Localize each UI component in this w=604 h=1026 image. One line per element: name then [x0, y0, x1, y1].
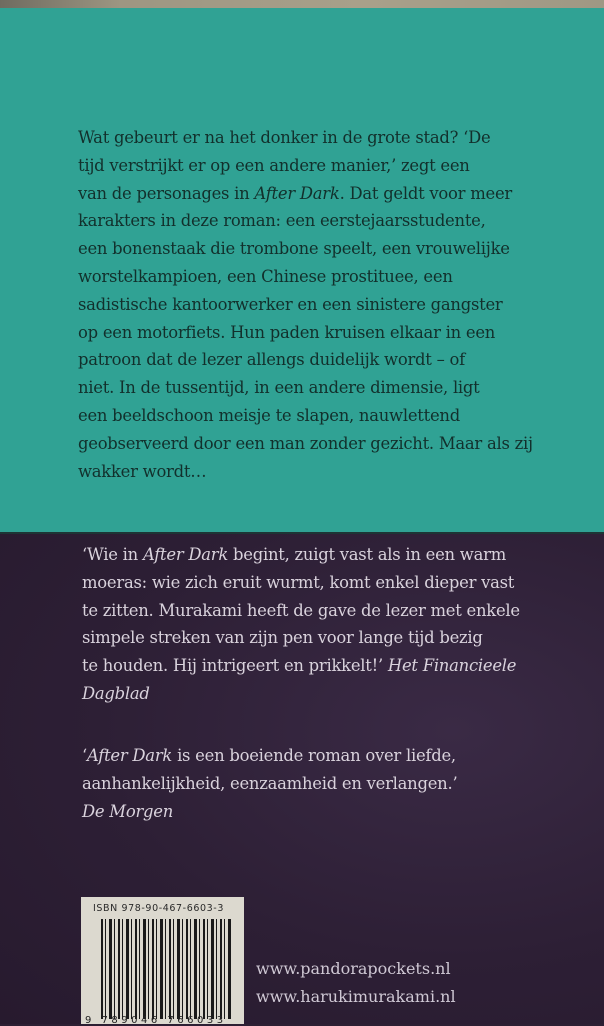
barcode-bars-icon [101, 919, 233, 1019]
blurb-line: patroon dat de lezer allengs duidelijk wordt – of [78, 350, 465, 370]
blurb-line: een beeldschoon meisje te slapen, nauwlettend [78, 405, 460, 425]
blurb-line: geobserveerd door een man zonder gezicht. Maar als zij [78, 433, 533, 453]
quote-source: Dagblad [82, 683, 150, 703]
author-url[interactable]: www.harukimurakami.nl [256, 987, 456, 1006]
book-title: After Dark [142, 545, 229, 564]
review-quote-financieele-dagblad: ‘Wie in After Dark begint, zuigt vast als in een warm moeras: wie zich eruit wurmt, komt enkel dieper vast te zitten. Murakami heeft de gave de lezer met enkele simpele streken van zijn pen voor lange tijd bezig te houden. Hij intrigeert en prikkelt!’ Het Financieele Dagblad [82, 545, 520, 703]
blurb-line: niet. In de tussentijd, in een andere dimensie, ligt [78, 378, 480, 398]
isbn-label: ISBN 978-90-467-6603-3 [93, 903, 224, 914]
website-links [256, 955, 456, 1011]
quote-source: De Morgen [82, 801, 174, 821]
blurb-line: karakters in deze roman: een eerstejaarsstudente, [78, 211, 486, 231]
review-quote-de-morgen: ‘After Dark is een boeiende roman over liefde, aanhankelijkheid, eenzaamheid en verlangen.’ De Morgen [82, 746, 458, 821]
book-title: After Dark [86, 746, 173, 765]
blurb-line: worstelkampioen, een Chinese prostituee, een [78, 266, 453, 286]
blurb-line: van de personages in After Dark. Dat geldt voor meer [78, 183, 512, 203]
blurb-line: sadistische kantoorwerker en een sinistere gangster [78, 294, 503, 314]
blurb-line: op een motorfiets. Hun paden kruisen elkaar in een [78, 322, 496, 342]
blurb-line: wakker wordt… [78, 461, 207, 481]
book-blurb [78, 124, 578, 485]
blurb-line: tijd verstrijkt er op een andere manier,’ zegt een [78, 155, 470, 175]
quote-source: Het Financieele [387, 656, 517, 676]
blurb-line: Wat gebeurt er na het donker in de grote stad? ‘De [78, 128, 491, 147]
publisher-url[interactable]: www.pandorapockets.nl [256, 959, 451, 978]
book-title: After Dark [254, 183, 340, 203]
isbn-barcode [81, 897, 244, 1024]
barcode-digits: 9 789046 766033 [85, 1015, 227, 1026]
blurb-line: een bonenstaak die trombone speelt, een vrouwelijke [78, 239, 510, 259]
